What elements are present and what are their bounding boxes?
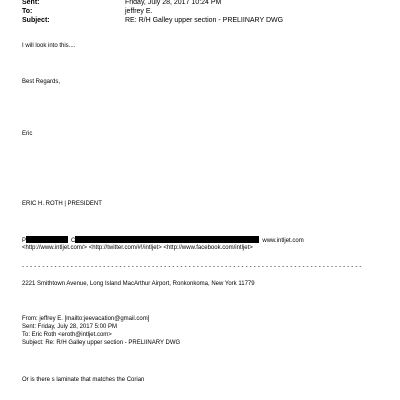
to-label: To: xyxy=(22,8,33,15)
contact-line xyxy=(22,236,304,245)
subject-value: RE: R/H Galley upper section - PRELIINARY DWG xyxy=(125,17,284,24)
sent-value: Friday, July 28, 2017 10:24 PM xyxy=(125,0,222,6)
redaction-block xyxy=(26,236,68,243)
sender-name: Eric xyxy=(22,131,33,137)
quoted-to: To: Eric Roth <eroth@intljet.com> xyxy=(22,332,112,338)
signature-title: ERIC H. ROTH | PRESIDENT xyxy=(22,201,102,207)
sent-label: Sent: xyxy=(22,0,40,6)
subject-label: Subject: xyxy=(22,17,50,24)
company-address: 2221 Smithtown Avenue, Long Island MacArthur Airport, Ronkonkoma, New York 11779 xyxy=(22,281,255,287)
quoted-from: From: jeffrey E. [mailto:jeevacation@gmail.com] xyxy=(22,316,150,322)
cell-label: C xyxy=(71,238,76,244)
header-to-row xyxy=(22,8,153,16)
reply-text: I will look into this.... xyxy=(22,43,76,49)
redaction-block xyxy=(75,236,259,243)
divider-dashes: - - - - - - - - - - - - - - - - - - - - - - - - - - - - - - - - - - - - - - - - - - - - - - - - - - - - - - - - - - - - - - - - - - - - - - - - - - - - - - - - - - - - xyxy=(22,264,362,270)
quoted-sent: Sent: Friday, July 28, 2017 5:00 PM xyxy=(22,324,117,330)
to-value: jeffrey E. xyxy=(125,8,153,15)
header-sent-row xyxy=(22,0,221,7)
quoted-question: Or is there s laminate that matches the Corian xyxy=(22,377,145,383)
social-links[interactable]: <http://www.intljet.com/> <http://twitter.com/#!/intljet> <http://www.facebook.com/intljet> xyxy=(22,245,253,251)
website-link[interactable]: www.intljet.com xyxy=(262,238,304,244)
header-subject-row xyxy=(22,17,283,25)
quoted-subject: Subject: Re: R/H Galley upper section - PRELIINARY DWG xyxy=(22,340,181,346)
phone-label: P xyxy=(22,238,27,244)
closing: Best Regards, xyxy=(22,79,61,85)
